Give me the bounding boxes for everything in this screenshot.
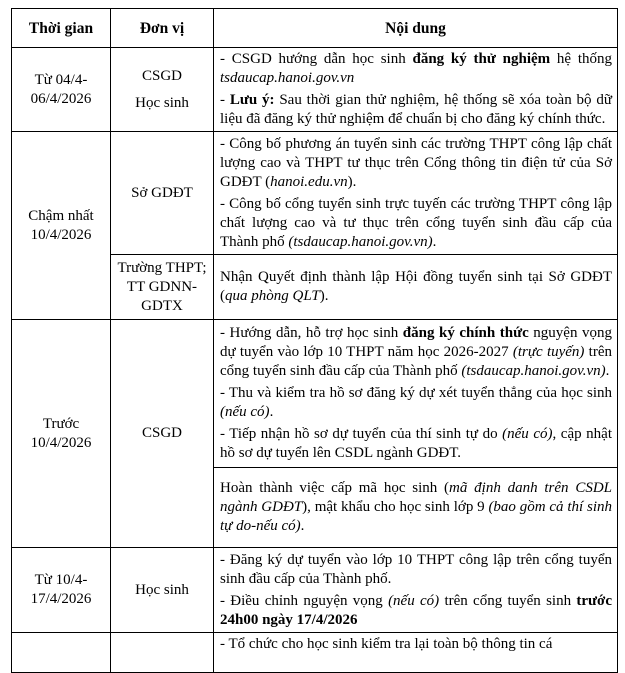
text-run: mã định danh trên CSDL ngành GDĐT	[220, 480, 612, 515]
text-run: - CSGD hướng dẫn học sinh	[220, 51, 413, 67]
unit-cell	[111, 633, 214, 673]
content-paragraph	[220, 50, 612, 88]
unit-text: CSGD	[141, 425, 182, 441]
text-run: Sau thời gian thử nghiệm, hệ thống sẽ xóa toàn bộ dữ liệu đã đăng ký thử nghiệm để chuẩn bị cho đăng ký chính thức.	[220, 92, 612, 127]
text-run: trên cổng tuyển sinh	[439, 592, 577, 609]
text-run: -	[220, 92, 230, 108]
content-paragraph	[220, 384, 612, 422]
content-paragraph	[220, 592, 612, 630]
text-run: nguyện vọng dự tuyển vào lớp 10 THPT năm học 2026-2027	[220, 325, 612, 360]
text-run: Nhận Quyết định thành lập Hội đồng tuyển sinh tại Sở GDĐT (	[220, 269, 612, 304]
table-row	[12, 48, 618, 132]
schedule-table	[11, 8, 618, 673]
unit-cell	[111, 320, 214, 548]
header-content: Nội dung	[214, 9, 618, 48]
unit-text: Học sinh	[135, 94, 189, 111]
content-cell	[214, 548, 618, 633]
text-run: .	[269, 404, 274, 420]
header-row	[12, 9, 618, 48]
content-cell	[214, 468, 618, 548]
unit-text: TT GDNN-	[126, 278, 198, 295]
content-cell	[214, 320, 618, 468]
content-paragraph	[220, 425, 612, 463]
unit-text: CSGD	[141, 67, 182, 84]
content-paragraph	[220, 268, 612, 306]
table-row	[12, 633, 618, 673]
text-run: ).	[319, 288, 329, 304]
content-paragraph	[220, 135, 612, 192]
text-run: đăng ký thử nghiệm	[412, 51, 551, 67]
text-run: (nếu có)	[220, 404, 270, 420]
text-run: ), mật khẩu cho học sinh lớp 9	[302, 499, 489, 515]
text-run: .	[432, 233, 437, 250]
text-run: hệ thống	[550, 51, 613, 67]
text-run: tsdaucap.hanoi.gov.vn	[220, 70, 355, 86]
unit-cell	[111, 548, 214, 633]
time-text: Từ 10/4-	[34, 572, 88, 588]
text-run: - Thu và kiểm tra hồ sơ đăng ký dự xét tuyển thẳng của học sinh	[220, 385, 612, 401]
text-run: hanoi.edu.vn	[270, 173, 348, 190]
content-paragraph	[220, 91, 612, 129]
unit-text: Sở GDĐT	[131, 184, 193, 201]
time-cell	[12, 633, 111, 673]
time-text: 17/4/2026	[30, 591, 92, 607]
text-run: - Công bố phương án tuyển sinh các trường THPT công lập chất lượng cao và THPT tư thục trên Cổng thông tin điện tử của Sở GDĐT (	[220, 135, 612, 190]
text-run: (tsdaucap.hanoi.gov.vn)	[461, 363, 606, 379]
time-text: 06/4/2026	[30, 90, 92, 107]
time-cell	[12, 132, 111, 320]
text-run: qua phòng QLT	[225, 288, 320, 304]
content-cell	[214, 48, 618, 132]
text-run: - Hướng dẫn, hỗ trợ học sinh	[220, 325, 403, 341]
header-unit: Đơn vị	[111, 9, 214, 48]
text-run: đăng ký chính thức	[402, 325, 529, 341]
table-row	[12, 548, 618, 633]
text-run: ).	[347, 173, 357, 190]
header-time: Thời gian	[12, 9, 111, 48]
text-run: (bao gồm cả thí sinh tự do-nếu có)	[220, 499, 612, 534]
time-cell	[12, 48, 111, 132]
text-run: - Tiếp nhận hồ sơ dự tuyển của thí sinh tự do	[220, 426, 503, 442]
text-run: trước 24h00 ngày 17/4/2026	[220, 592, 613, 628]
content-cell	[214, 633, 618, 673]
text-run: - Điều chỉnh nguyện vọng	[220, 592, 389, 609]
time-text: Trước	[42, 415, 80, 432]
content-paragraph	[220, 479, 612, 536]
text-run: Hoàn thành việc cấp mã học sinh (	[220, 480, 450, 496]
time-text: 10/4/2026	[30, 434, 92, 451]
text-run: - Tổ chức cho học sinh kiểm tra lại toàn bộ thông tin cá	[220, 636, 553, 652]
text-run: (tsdaucap.hanoi.gov.vn)	[288, 233, 433, 250]
content-cell	[214, 132, 618, 255]
text-run: .	[300, 518, 305, 534]
content-paragraph	[220, 635, 612, 654]
content-paragraph	[220, 324, 612, 381]
time-cell	[12, 320, 111, 548]
unit-text: GDTX	[141, 297, 183, 314]
content-paragraph	[220, 195, 612, 252]
text-run: , cập nhật hồ sơ dự tuyển lên CSDL ngành GDĐT.	[220, 426, 612, 461]
text-run: Lưu ý:	[229, 92, 275, 108]
text-run: - Công bố cổng tuyển sinh trực tuyến các trường THPT công lập chất lượng cao và tư thục trên cổng tuyển sinh đầu cấp của Thành phố	[220, 195, 612, 250]
table-row	[12, 132, 618, 255]
table-body	[12, 48, 618, 673]
time-text: Chậm nhất	[28, 207, 94, 224]
unit-cell	[111, 255, 214, 320]
text-run: trên cổng tuyển sinh đầu cấp của Thành phố	[220, 344, 612, 379]
content-paragraph	[220, 551, 612, 589]
time-text: 10/4/2026	[30, 226, 92, 243]
time-text: Từ 04/4-	[34, 71, 88, 88]
unit-cell	[111, 132, 214, 255]
unit-text: Trường THPT;	[117, 259, 207, 276]
text-run: (trực tuyến)	[512, 344, 585, 360]
text-run: .	[605, 363, 610, 379]
text-run: - Đăng ký dự tuyển vào lớp 10 THPT công lập trên cổng tuyển sinh đầu cấp của Thành phố.	[220, 551, 612, 587]
text-run: (nếu có)	[388, 592, 440, 609]
table-row	[12, 320, 618, 468]
unit-text: Học sinh	[135, 581, 189, 598]
unit-cell	[111, 48, 214, 132]
content-cell	[214, 255, 618, 320]
time-cell	[12, 548, 111, 633]
text-run: (nếu có)	[502, 426, 553, 442]
